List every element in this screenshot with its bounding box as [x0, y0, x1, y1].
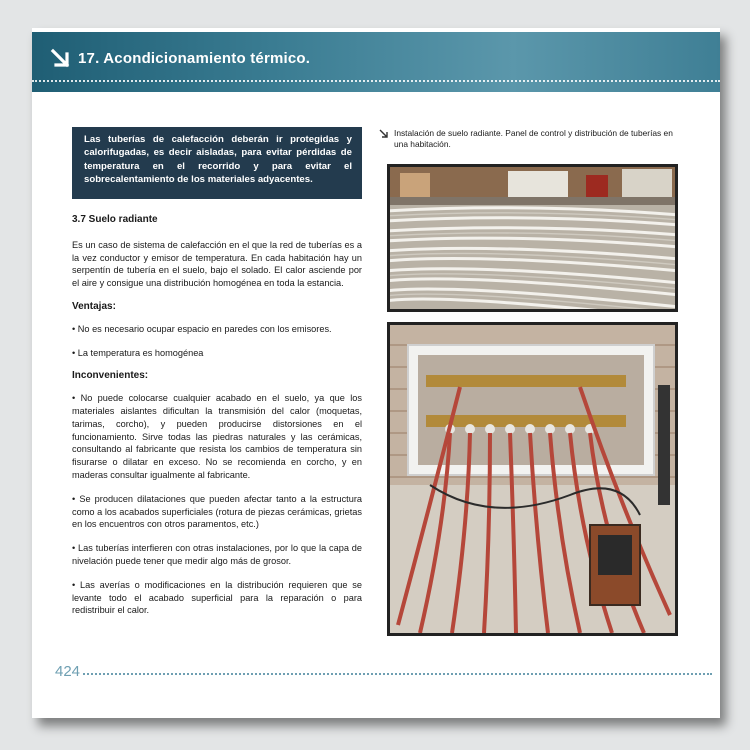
disadvantage-item: • No puede colocarse cualquier acabado en el suelo, ya que los materiales aislantes dificultan la transmisión del calor (moquetas, tarimas, corcho), y pueden producirse distorsiones en el funcionamiento. Sirve todas las piedras naturales y las cerámicas, consultando al fabricante que resista los cambios de temperatura sin fisurarse o dilatar en exceso. No se recomienda en corcho, y en maderas consultar igualmente al fabricante.	[72, 393, 362, 480]
advantage-item: • La temperatura es homogénea	[72, 347, 204, 358]
arrow-down-right-icon	[378, 128, 390, 140]
footer-dotted-rule	[76, 673, 712, 675]
section-intro: Es un caso de sistema de calefacción en el que la red de tuberías es a la vez conductor y emisor de temperatura. En cada habitación hay un serpentín de tubería en el suelo, bajo el solado. El calor asciende por el aire y consigue una distribución homogénea en toda la estancia.	[72, 239, 362, 289]
disadvantage-item: • Las averías o modificaciones en la distribución requieren que se levante todo el acabado superficial para la reparación o para redistribuir el calor.	[72, 579, 362, 616]
section-heading: 3.7 Suelo radiante	[72, 214, 158, 225]
advantage-item: • No es necesario ocupar espacio en paredes con los emisores.	[72, 323, 332, 334]
document-page	[32, 28, 720, 718]
floor-heating-pipes-photo	[387, 164, 678, 312]
header-dotted-rule	[32, 80, 720, 82]
page-number: 424	[52, 663, 83, 680]
chapter-title: 17. Acondicionamiento térmico.	[78, 50, 311, 67]
highlight-note: Las tuberías de calefacción deberán ir protegidas y calorifugadas, es decir aisladas, para evitar pérdidas de temperatura en el recorrido y para evitar el sobrecalentamiento de los materiales adyacentes.	[72, 127, 362, 199]
manifold-panel-photo	[387, 322, 678, 636]
chapter-header	[32, 32, 720, 92]
disadvantage-item: • Las tuberías interfieren con otras instalaciones, por lo que la capa de nivelación puede tener que medir algo más de grosor.	[72, 543, 362, 566]
main-text-column	[72, 214, 362, 628]
disadvantage-item: • Se producen dilataciones que pueden afectar tanto a la estructura como a los acabados superficiales (rotura de piezas cerámicas, grietas en los encuentros con otros paramentos, etc.)	[72, 493, 362, 530]
disadvantages-heading: Inconvenientes:	[72, 370, 149, 382]
caption-text: Instalación de suelo radiante. Panel de control y distribución de tuberías en una habitación.	[394, 128, 673, 149]
advantages-heading: Ventajas:	[72, 300, 116, 312]
arrow-down-right-icon	[50, 48, 72, 70]
figure-caption	[394, 128, 684, 150]
